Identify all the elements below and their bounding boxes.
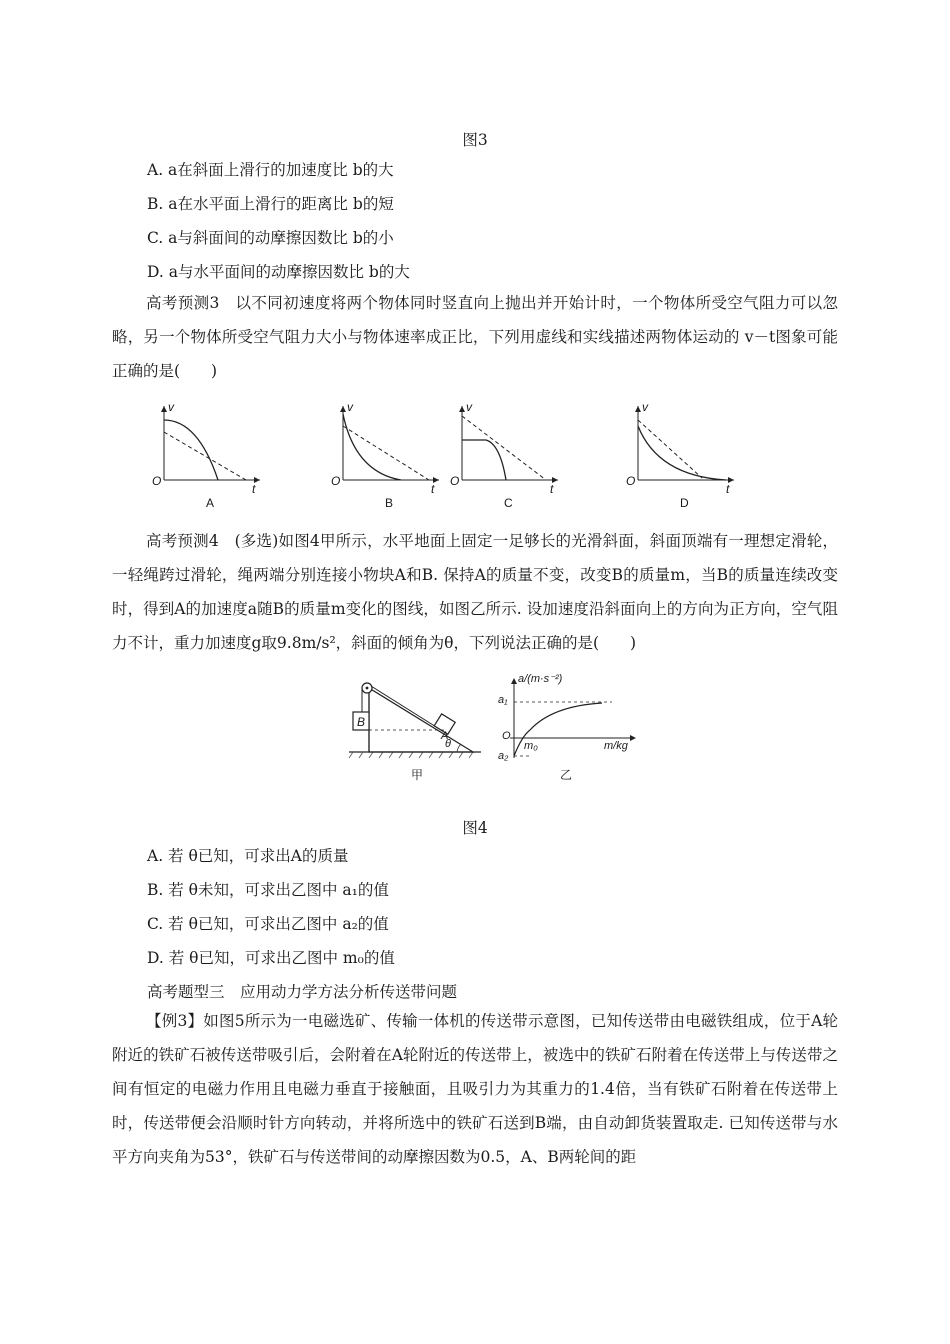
rope-incline: [371, 686, 441, 730]
figure-4-yi: [492, 673, 642, 784]
q4-option-a: A. 若 θ已知，可求出A的质量: [147, 847, 349, 865]
a-axis-label: a/(m·s⁻²): [518, 673, 563, 685]
graph-b-label: B: [385, 496, 394, 510]
q2-option-d: D. a与水平面间的动摩擦因数比 b的大: [147, 263, 410, 281]
origin-label: O: [502, 730, 511, 742]
figure-3-caption: 图3: [462, 131, 488, 149]
dashed-line: [638, 420, 702, 478]
graph-d-label: D: [680, 496, 689, 510]
v-label: v: [168, 400, 174, 414]
vt-graph-a-svg: [148, 400, 268, 510]
m-axis-label: m/kg: [604, 740, 628, 752]
m-axis-arrow: [630, 735, 636, 741]
a1-label: a₁: [498, 694, 508, 706]
t-label: t: [550, 482, 554, 496]
dashed-line: [343, 426, 429, 480]
v-label: v: [466, 400, 472, 414]
q4-text: 高考预测4 (多选)如图4甲所示，水平地面上固定一足够长的光滑斜面，斜面顶端有一理想定滑轮，一轻绳跨过滑轮，绳两端分别连接小物块A和B. 保持A的质量不变，改变B的质量m，当B的质量连续改变时，得到A的加速度a随B的质量m变化的图线，如图乙所示. 设加速度沿斜面向上的方向为正方向，空气阻力不计，重力加速度g取9.8m/s²，斜面的倾角为θ，下列说法正确的是( ): [112, 532, 838, 652]
q4-option-b: B. 若 θ未知，可求出乙图中 a₁的值: [147, 881, 389, 899]
vt-graph-c: [446, 400, 566, 514]
vt-graph-d-svg: [622, 400, 742, 510]
v-axis-arrow: [161, 406, 167, 412]
v-axis-arrow: [635, 406, 641, 412]
block-b-label: B: [357, 715, 366, 729]
incline-offset: [369, 696, 473, 758]
vt-graph-d: [622, 400, 742, 514]
example-3-text: 【例3】如图5所示为一电磁选矿、传输一体机的传送带示意图，已知传送带由电磁铁组成，位于A轮附近的铁矿石被传送带吸引后，会附着在A轮附近的传送带上，被选中的铁矿石附着在传送带上与传送带之间有恒定的电磁力作用且电磁力垂直于接触面，且吸引力为其重力的1.4倍，当有铁矿石附着在传送带上时，传送带便会沿顺时针方向转动，并将所选中的铁矿石送到B端，由自动卸货装置取走. 已知传送带与水平方向夹角为53°，铁矿石与传送带间的动摩擦因数为0.5，A、B两轮间的距: [112, 1012, 838, 1166]
v-label: v: [347, 400, 353, 414]
q2-option-b: B. a在水平面上滑行的距离比 b的短: [147, 195, 394, 213]
section-title: 高考题型三 应用动力学方法分析传送带问题: [147, 983, 458, 1001]
theta-label: θ: [445, 738, 451, 750]
solid-curve: [462, 440, 506, 480]
t-label: t: [252, 482, 256, 496]
origin-label: O: [331, 474, 341, 488]
figure-jia-label: 甲: [411, 768, 424, 782]
dashed-line: [164, 432, 246, 480]
vt-graph-b: [327, 400, 447, 514]
figure-yi-label: 乙: [560, 768, 573, 782]
incline-diagram: [345, 682, 485, 762]
theta-arc: [457, 744, 461, 752]
solid-curve: [343, 414, 401, 480]
figure-4-caption: 图4: [462, 819, 488, 837]
graph-c-label: C: [504, 496, 513, 510]
block-a-label: A: [441, 730, 449, 742]
ground-hatch: [349, 752, 473, 758]
vt-graph-a: [148, 400, 268, 514]
q4-option-c: C. 若 θ已知，可求出乙图中 a₂的值: [147, 915, 389, 933]
solid-curve: [638, 426, 726, 480]
origin-label: O: [450, 474, 460, 488]
q4-option-d: D. 若 θ已知，可求出乙图中 m₀的值: [147, 949, 395, 967]
origin-label: O: [626, 474, 636, 488]
v-axis-arrow: [459, 406, 465, 412]
q2-option-a: A. a在斜面上滑行的加速度比 b的大: [147, 161, 394, 179]
v-label: v: [642, 400, 648, 414]
a-axis-arrow: [511, 678, 517, 684]
m0-label: m₀: [524, 740, 538, 752]
vt-graph-b-svg: [327, 400, 447, 510]
vt-graph-c-svg: [446, 400, 566, 510]
solid-curve: [164, 420, 218, 480]
figure-4-jia: [345, 682, 485, 782]
t-label: t: [431, 482, 435, 496]
v-axis-arrow: [340, 406, 346, 412]
q3-text: 高考预测3 以不同初速度将两个物体同时竖直向上抛出并开始计时，一个物体所受空气阻力可以忽略，另一个物体所受空气阻力大小与物体速率成正比，下列用虚线和实线描述两物体运动的 v－t图象可能正确的是( ): [112, 294, 838, 380]
pulley-axle: [366, 687, 369, 690]
origin-label: O: [152, 474, 162, 488]
t-label: t: [726, 482, 730, 496]
incline-wedge: [369, 688, 473, 752]
graph-a-label: A: [206, 496, 215, 510]
a2-label: a₂: [498, 750, 509, 762]
q2-option-c: C. a与斜面间的动摩擦因数比 b的小: [147, 229, 394, 247]
